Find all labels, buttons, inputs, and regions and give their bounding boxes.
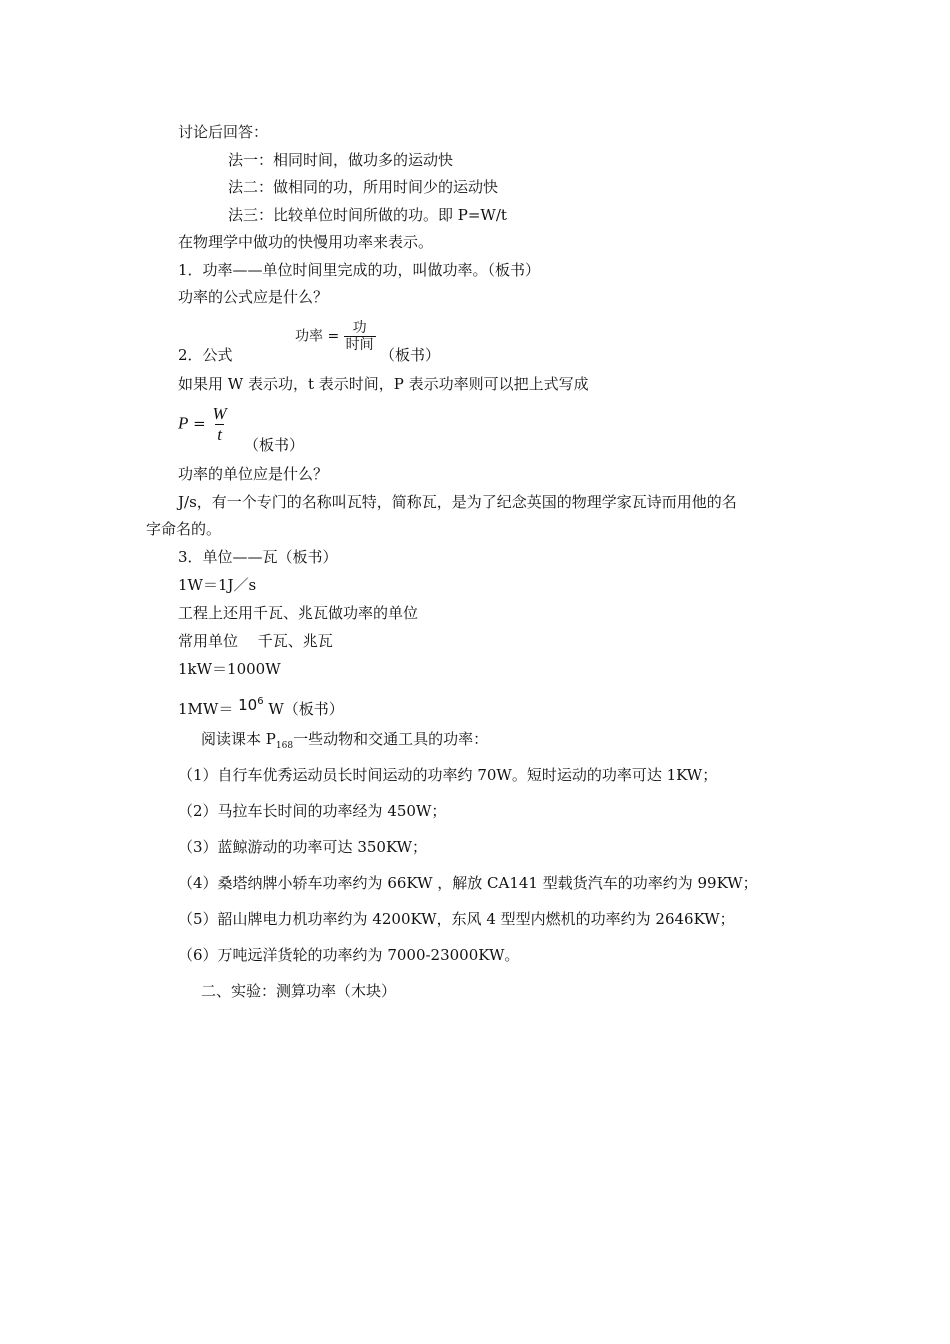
text-line: 1．功率——单位时间里完成的功，叫做功率。（板书） [178,261,541,279]
page-number: 168 [275,741,294,751]
power-formula-words [295,320,376,353]
text-line: 如果用 W 表示功，t 表示时间，P 表示功率则可以把上式写成 [178,375,589,393]
text-line: 字命名的。 [146,520,222,538]
list-item: （3）蓝鲸游动的功率可达 350KW； [178,838,428,856]
formula-denominator: t [217,425,222,444]
text-segment: 阅读课本 P [201,730,276,748]
text-line: 法二：做相同的功，所用时间少的运动快 [228,178,499,196]
text-line: 讨论后回答： [178,123,269,141]
list-item: （5）韶山牌电力机功率约为 4200KW，东风 4 型型内燃机的功率约为 2646KW； [178,910,735,928]
text-line: （板书） [244,436,305,454]
list-item: （6）万吨远洋货轮的功率约为 7000-23000KW。 [178,946,520,964]
power-of-ten [238,696,263,714]
formula-fraction [344,320,376,353]
formula-equals: = [327,328,340,345]
list-item: （4）桑塔纳牌小轿车功率约为 66KW ，解放 CA141 型载货汽车的功率约为 99KW； [178,874,758,892]
formula-equals: = [193,414,206,433]
text-line: 工程上还用千瓦、兆瓦做功率的单位 [178,604,419,622]
section-heading: 二、实验：测算功率（木块） [201,982,397,1000]
list-item: （2）马拉车长时间的功率经为 450W； [178,802,447,820]
text-line: 法三：比较单位时间所做的功。即 P=W/t [228,206,507,224]
text-line: 常用单位 千瓦、兆瓦 [178,632,333,650]
text-line: 1W＝1J／s [178,576,257,594]
list-item: （1）自行车优秀运动员长时间运动的功率约 70W。短时运动的功率可达 1KW； [178,766,718,784]
power-base: 10 [238,696,258,714]
text-segment: 1MW＝ [178,700,234,718]
formula-numerator: 功 [352,320,367,336]
text-line: 3．单位——瓦（板书） [178,548,338,566]
formula-lhs: P [178,413,189,433]
power-exponent: 6 [257,696,264,707]
formula-fraction [211,404,229,445]
text-line [201,729,488,756]
power-formula-symbols [178,404,229,445]
formula-lhs: 功率 [295,328,323,345]
text-line: 法一：相同时间，做功多的运动快 [228,151,454,169]
text-line: 1kW＝1000W [178,660,281,678]
formula-denominator: 时间 [345,337,374,353]
text-segment: W（板书） [268,700,344,718]
text-line [178,696,344,719]
text-line: 2．公式 [178,346,233,364]
text-line: 功率的单位应是什么？ [178,465,329,483]
text-line: 在物理学中做功的快慢用功率来表示。 [178,233,434,251]
formula-numerator: W [212,404,227,423]
text-segment: 一些动物和交通工具的功率： [293,730,489,748]
text-line: 功率的公式应是什么？ [178,288,329,306]
text-line: J/s，有一个专门的名称叫瓦特，简称瓦，是为了纪念英国的物理学家瓦诗而用他的名 [178,493,737,511]
text-line: （板书） [380,346,441,364]
